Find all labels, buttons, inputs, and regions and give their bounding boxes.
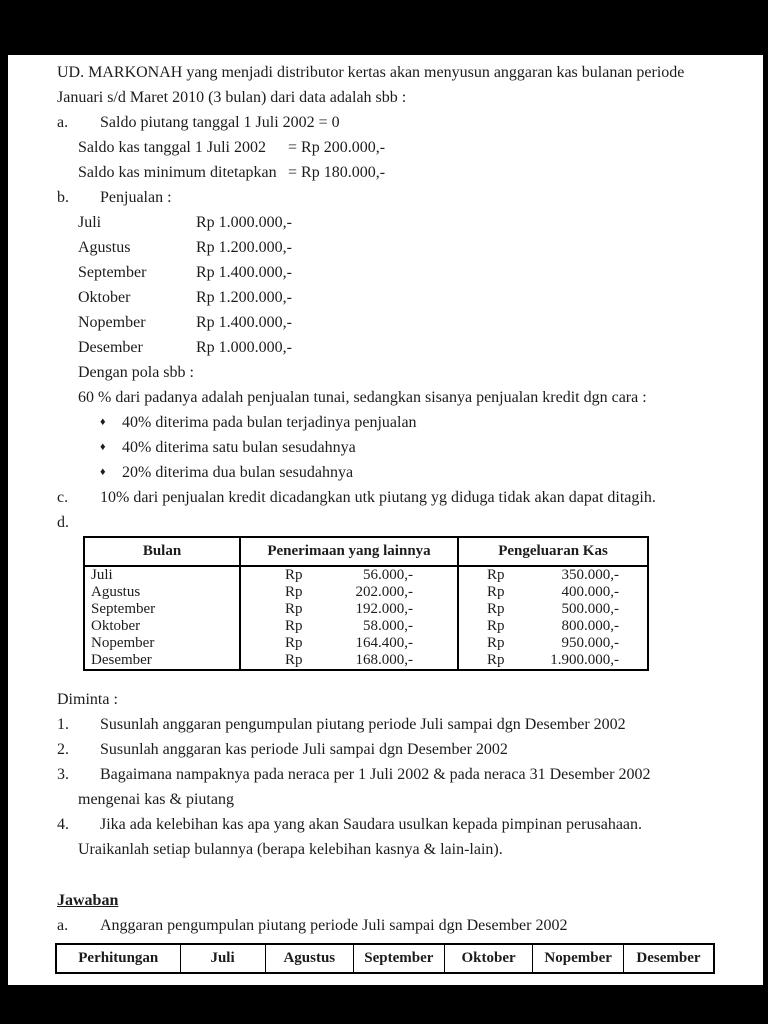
letterbox-top — [0, 0, 768, 55]
table-header-cell: Bulan — [84, 537, 240, 566]
rp-label: Rp — [285, 652, 303, 668]
answer-table — [55, 943, 715, 974]
item-c-text: 10% dari penjualan kredit dicadangkan utk piutang yg diduga tidak akan dapat ditagih. — [100, 489, 656, 506]
item-a-label: a. — [57, 114, 69, 131]
table-row — [84, 635, 648, 652]
pengeluaran-value: 400.000,- — [561, 584, 619, 600]
table-row — [84, 566, 648, 584]
cell-pengeluaran — [458, 652, 648, 670]
cell-pengeluaran — [458, 566, 648, 584]
month-name: Juli — [78, 214, 102, 231]
rp-label: Rp — [487, 601, 505, 617]
rp-label: Rp — [487, 618, 505, 634]
diminta-item — [57, 737, 715, 762]
item-b-label: b. — [57, 189, 69, 206]
penerimaan-value: 164.400,- — [355, 635, 413, 651]
saldo-kas-value: = Rp 200.000,- — [288, 139, 386, 156]
penerimaan-value: 192.000,- — [355, 601, 413, 617]
penerimaan-value: 58.000,- — [363, 618, 413, 634]
cell-month: September — [91, 601, 156, 617]
letterbox-right — [763, 55, 768, 985]
item-text: Susunlah anggaran kas periode Juli sampai dgn Desember 2002 — [100, 741, 508, 758]
saldo-minimum-label: Saldo kas minimum ditetapkan — [78, 164, 277, 181]
jawaban-item-a-label: a. — [57, 917, 69, 934]
table-header-cell: Agustus — [265, 944, 353, 973]
table-header-row — [84, 537, 648, 566]
cell-penerimaan — [240, 584, 458, 601]
pengeluaran-value: 1.900.000,- — [550, 652, 619, 668]
bullet-item — [100, 410, 715, 435]
cell-month: Desember — [91, 652, 152, 668]
bullet-text: 40% diterima pada bulan terjadinya penjualan — [122, 414, 417, 431]
bullet-item — [100, 435, 715, 460]
cell-pengeluaran — [458, 601, 648, 618]
month-amount: Rp 1.000.000,- — [196, 214, 292, 231]
rp-label: Rp — [285, 567, 303, 583]
month-row — [78, 335, 715, 360]
pengeluaran-value: 800.000,- — [561, 618, 619, 634]
table-row — [84, 618, 648, 635]
cell-penerimaan — [240, 652, 458, 670]
diminta-item — [57, 812, 715, 862]
item-number: 1. — [57, 716, 69, 733]
rp-label: Rp — [285, 584, 303, 600]
diamond-bullet-icon: ♦ — [100, 466, 106, 478]
intro-paragraph: UD. MARKONAH yang menjadi distributor kertas akan menyusun anggaran kas bulanan periode Januari s/d Maret 2010 (3 bulan) dari data adalah sbb : — [57, 64, 685, 106]
cell-month: Agustus — [91, 584, 141, 600]
cell-penerimaan — [240, 566, 458, 584]
item-c — [57, 485, 715, 510]
month-amount: Rp 1.200.000,- — [196, 239, 292, 256]
penerimaan-value: 168.000,- — [355, 652, 413, 668]
table-row — [84, 652, 648, 670]
letterbox-left — [0, 55, 8, 985]
item-c-label: c. — [57, 489, 69, 506]
table-row — [84, 601, 648, 618]
saldo-minimum-value: = Rp 180.000,- — [288, 164, 386, 181]
table-header-cell: September — [354, 944, 445, 973]
item-number: 4. — [57, 816, 69, 833]
cell-penerimaan — [240, 635, 458, 652]
cell-month: Oktober — [91, 618, 141, 634]
jawaban-item-a-text: Anggaran pengumpulan piutang periode Juli sampai dgn Desember 2002 — [100, 917, 568, 934]
rp-label: Rp — [285, 618, 303, 634]
month-name: September — [78, 264, 147, 281]
table-header-cell: Nopember — [533, 944, 623, 973]
rp-label: Rp — [487, 652, 505, 668]
item-text: Bagaimana nampaknya pada neraca per 1 Juli 2002 & pada neraca 31 Desember 2002 mengenai kas & piutang — [78, 766, 651, 808]
month-name: Agustus — [78, 239, 131, 256]
month-row — [78, 260, 715, 285]
table-header-cell: Desember — [623, 944, 714, 973]
answer-table-header-row — [56, 944, 714, 973]
item-text: Susunlah anggaran pengumpulan piutang periode Juli sampai dgn Desember 2002 — [100, 716, 626, 733]
item-a-line1: Saldo piutang tanggal 1 Juli 2002 = 0 — [100, 114, 340, 131]
saldo-kas-row — [78, 135, 715, 160]
rp-label: Rp — [487, 584, 505, 600]
rp-label: Rp — [285, 635, 303, 651]
item-b-title: Penjualan : — [100, 189, 172, 206]
item-number: 2. — [57, 741, 69, 758]
cell-pengeluaran — [458, 618, 648, 635]
cell-month: Nopember — [91, 635, 155, 651]
pengeluaran-value: 350.000,- — [561, 567, 619, 583]
pola-title: Dengan pola sbb : — [78, 364, 194, 381]
diminta-item — [57, 712, 715, 737]
cell-pengeluaran — [458, 635, 648, 652]
diminta-item — [57, 762, 715, 812]
data-table-d — [83, 536, 649, 671]
penerimaan-value: 56.000,- — [363, 567, 413, 583]
jawaban-heading: Jawaban — [57, 892, 119, 909]
diminta-title: Diminta : — [57, 691, 118, 708]
item-b — [57, 185, 715, 210]
table-header-cell: Perhitungan — [56, 944, 180, 973]
month-row — [78, 310, 715, 335]
table-header-cell: Juli — [180, 944, 265, 973]
cell-penerimaan — [240, 618, 458, 635]
item-d-label: d. — [57, 514, 69, 531]
month-amount: Rp 1.400.000,- — [196, 314, 292, 331]
item-number: 3. — [57, 766, 69, 783]
bullet-text: 20% diterima dua bulan sesudahnya — [122, 464, 354, 481]
pola-desc: 60 % dari padanya adalah penjualan tunai, sedangkan sisanya penjualan kredit dgn cara : — [78, 389, 647, 406]
item-text: Jika ada kelebihan kas apa yang akan Saudara usulkan kepada pimpinan perusahaan. Uraikanlah setiap bulannya (berapa kelebihan kasnya & lain-lain). — [78, 816, 643, 858]
item-a — [57, 110, 715, 135]
table-header-cell: Oktober — [444, 944, 533, 973]
month-amount: Rp 1.200.000,- — [196, 289, 292, 306]
month-row — [78, 235, 715, 260]
pengeluaran-value: 500.000,- — [561, 601, 619, 617]
month-row — [78, 285, 715, 310]
saldo-kas-label: Saldo kas tanggal 1 Juli 2002 — [78, 139, 266, 156]
rp-label: Rp — [285, 601, 303, 617]
table-row — [84, 584, 648, 601]
cell-pengeluaran — [458, 584, 648, 601]
document-sheet — [8, 55, 763, 985]
month-name: Nopember — [78, 314, 146, 331]
diamond-bullet-icon: ♦ — [100, 441, 106, 453]
rp-label: Rp — [487, 567, 505, 583]
month-name: Desember — [78, 339, 143, 356]
pengeluaran-value: 950.000,- — [561, 635, 619, 651]
saldo-minimum-row — [78, 160, 715, 185]
penerimaan-value: 202.000,- — [355, 584, 413, 600]
item-d — [57, 510, 715, 535]
month-name: Oktober — [78, 289, 131, 306]
document-content — [57, 60, 715, 974]
diamond-bullet-icon: ♦ — [100, 416, 106, 428]
bullet-item — [100, 460, 715, 485]
month-row — [78, 210, 715, 235]
table-header-cell: Penerimaan yang lainnya — [240, 537, 458, 566]
rp-label: Rp — [487, 635, 505, 651]
cell-month: Juli — [91, 567, 113, 583]
bullet-text: 40% diterima satu bulan sesudahnya — [122, 439, 356, 456]
month-amount: Rp 1.000.000,- — [196, 339, 292, 356]
cell-penerimaan — [240, 601, 458, 618]
month-amount: Rp 1.400.000,- — [196, 264, 292, 281]
table-header-cell: Pengeluaran Kas — [458, 537, 648, 566]
letterbox-bottom — [0, 985, 768, 1024]
jawaban-item-a — [57, 913, 715, 938]
